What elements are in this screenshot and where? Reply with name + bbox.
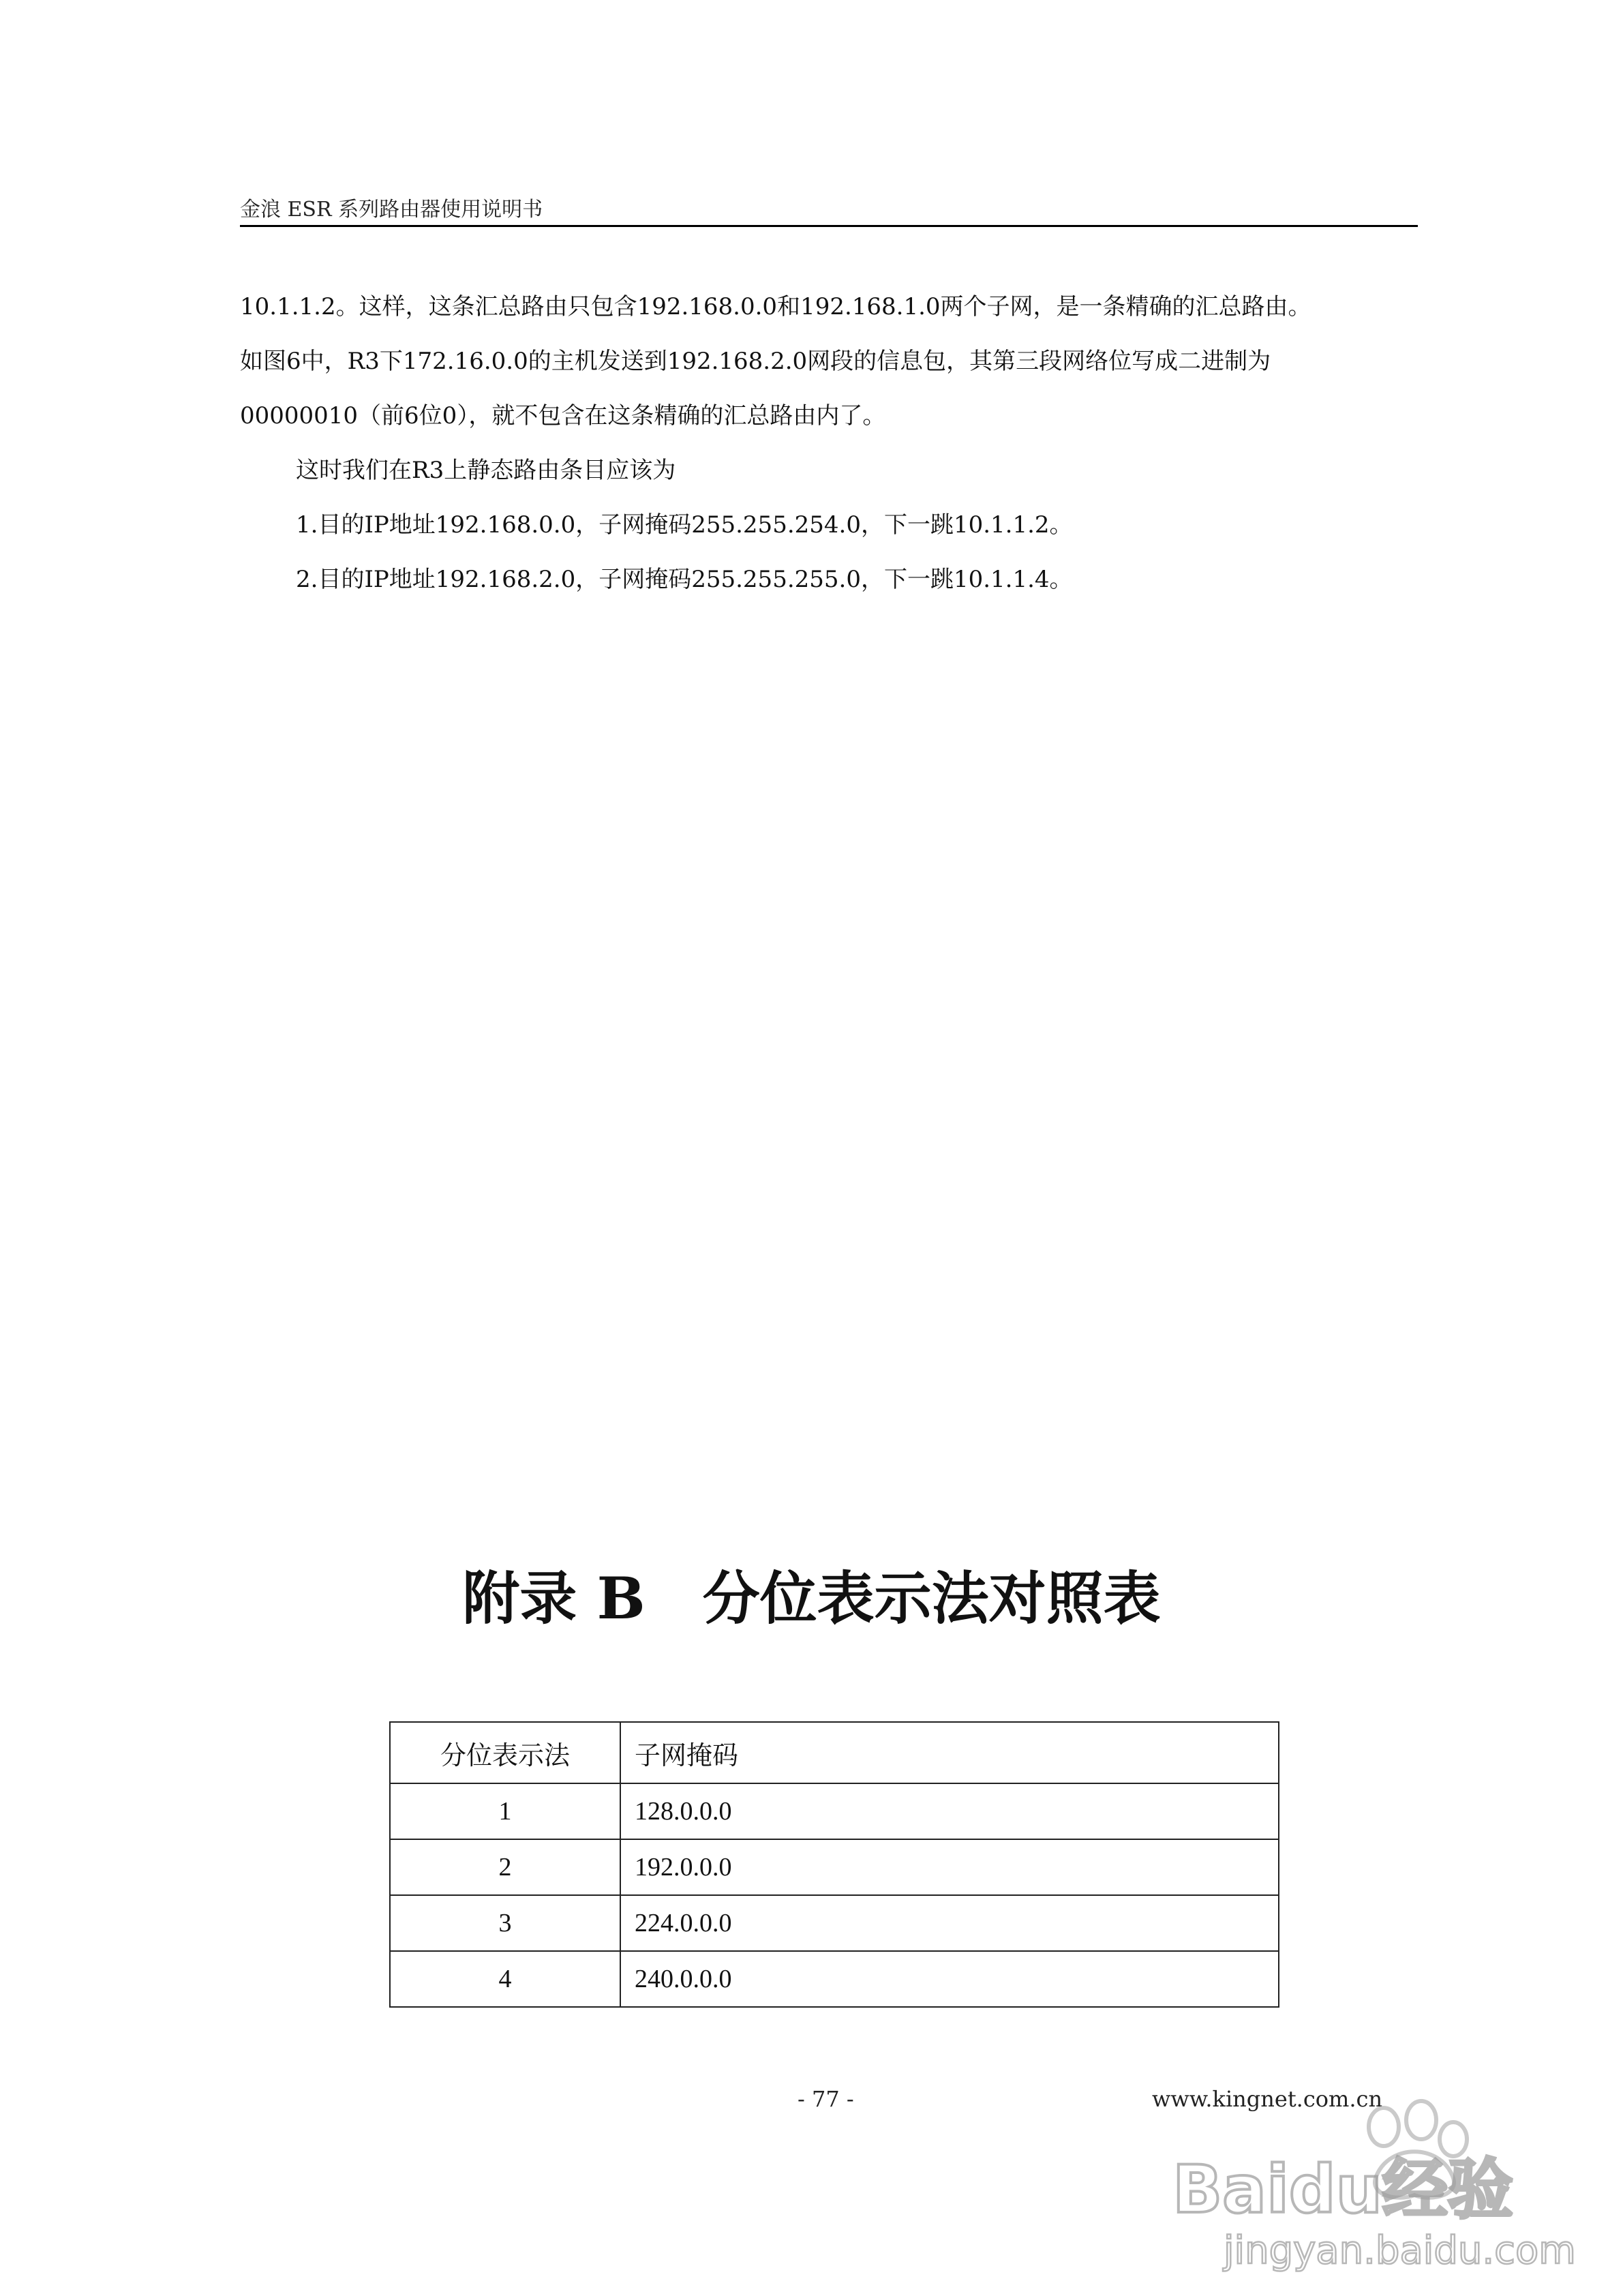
body-text bbox=[240, 280, 1418, 607]
body-paragraph: 00000010（前6位0），就不包含在这条精确的汇总路由内了。 bbox=[240, 402, 886, 429]
body-paragraph: 如图6中，R3下172.16.0.0的主机发送到192.168.2.0网段的信息包，其第三段网络位写成二进制为 bbox=[240, 348, 1271, 375]
baidu-jingyan-watermark bbox=[1159, 2100, 1576, 2277]
cell-bits: 2 bbox=[390, 1839, 620, 1895]
page-number: - 77 - bbox=[798, 2086, 854, 2112]
table-header-row bbox=[390, 1722, 1279, 1783]
cell-mask: 240.0.0.0 bbox=[620, 1951, 1279, 2007]
cell-mask: 192.0.0.0 bbox=[620, 1839, 1279, 1895]
body-paragraph: 这时我们在R3上静态路由条目应该为 bbox=[296, 457, 676, 484]
appendix-label: 附录 B bbox=[462, 1565, 646, 1632]
watermark-url: jingyan.baidu.com bbox=[1224, 2229, 1576, 2273]
route-entry-2: 2.目的IP地址192.168.2.0，子网掩码255.255.255.0，下一跳10.1.1.4。 bbox=[296, 566, 1073, 593]
header-rule bbox=[240, 225, 1418, 227]
appendix-title: 分位表示法对照表 bbox=[702, 1565, 1161, 1632]
table-row bbox=[390, 1951, 1279, 2007]
document-header-title: 金浪 ESR 系列路由器使用说明书 bbox=[240, 198, 543, 222]
route-entry-1: 1.目的IP地址192.168.0.0，子网掩码255.255.254.0，下一跳10.1.1.2。 bbox=[296, 511, 1073, 539]
mask-table bbox=[389, 1721, 1279, 2008]
cell-mask: 128.0.0.0 bbox=[620, 1783, 1279, 1839]
appendix-heading bbox=[0, 1553, 1623, 1635]
header-bits: 分位表示法 bbox=[390, 1722, 620, 1783]
cell-bits: 1 bbox=[390, 1783, 620, 1839]
body-paragraph: 10.1.1.2。这样，这条汇总路由只包含192.168.0.0和192.168.1.0两个子网，是一条精确的汇总路由。 bbox=[240, 293, 1311, 320]
footer-url: www.kingnet.com.cn bbox=[1152, 2086, 1383, 2112]
table-row bbox=[390, 1839, 1279, 1895]
header-mask: 子网掩码 bbox=[620, 1722, 1279, 1783]
table-row bbox=[390, 1783, 1279, 1839]
cell-bits: 4 bbox=[390, 1951, 620, 2007]
cell-bits: 3 bbox=[390, 1895, 620, 1951]
table-row bbox=[390, 1895, 1279, 1951]
cell-mask: 224.0.0.0 bbox=[620, 1895, 1279, 1951]
watermark-brand: Baidu经验 bbox=[1172, 2151, 1513, 2228]
